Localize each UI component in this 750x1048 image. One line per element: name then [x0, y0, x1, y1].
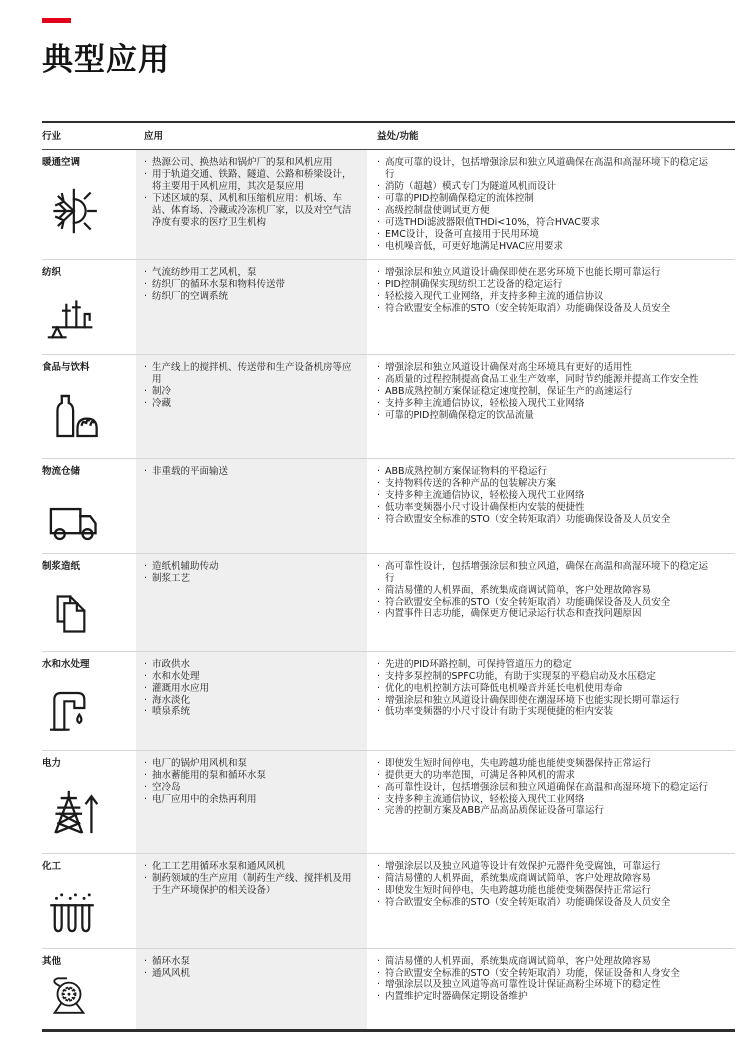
bullet-item: · 支持多种主流通信协议，轻松接入现代工业网络	[377, 793, 585, 805]
bullet-item: · 高度可靠的设计，包括增强涂层和独立风道确保在高温和高湿环境下的稳定运行	[377, 156, 709, 180]
bullet-item: · 支持多泵控制的SPFC功能，有助于实现泵的平稳启动及水压稳定	[377, 670, 656, 682]
food-beverage-icon	[46, 389, 132, 447]
applications-cell	[136, 459, 367, 553]
bullet-item: · 电机噪音低，可更好地满足HVAC应用要求	[377, 240, 564, 252]
industry-label: 制浆造纸	[42, 560, 81, 572]
industry-label: 物流仓储	[42, 465, 81, 477]
bullet-item: · 增强涂层以及独立风道等高可靠性设计保证高粉尘环境下的稳定性	[377, 979, 661, 991]
bullet-item: · ABB成熟控制方案保证物料的平稳运行	[377, 465, 548, 477]
bullet-item: · 即使发生短时间停电，失电跨越功能也能使变频器保持正常运行	[377, 884, 652, 896]
bullet-item: · 通风风机	[144, 967, 191, 979]
bullet-item: · 非重载的平面输送	[144, 465, 229, 477]
bullet-item: · 符合欧盟安全标准的STO（安全转矩取消）功能确保设备及人员安全	[377, 596, 671, 608]
industry-label: 化工	[42, 860, 62, 872]
header-applications: 应用	[144, 131, 164, 142]
header-industry: 行业	[42, 131, 62, 142]
benefits-cell	[367, 854, 735, 948]
bullet-item: · 热源公司、换热站和锅炉厂的泵和风机应用	[144, 156, 333, 168]
bullet-item: · 增强涂层以及独立风道等设计有效保护元器件免受腐蚀，可靠运行	[377, 860, 661, 872]
applications-cell	[136, 150, 367, 259]
benefits-cell	[367, 949, 735, 1030]
bullet-item: · 高可靠性设计，包括增强涂层和独立风道确保在高温和高湿环境下的稳定运行	[377, 781, 709, 793]
bullet-item: · 海水淡化	[144, 694, 191, 706]
bullet-item: · 支持物料传送的各种产品的包装解决方案	[377, 477, 557, 489]
fan-blower-icon	[46, 974, 132, 1024]
bullet-item: · 高级控制盘使调试更方便	[377, 204, 490, 216]
power-tower-icon	[46, 785, 132, 843]
truck-icon	[46, 493, 132, 547]
bullet-item: · 支持多种主流通信协议，轻松接入现代工业网络	[377, 489, 585, 501]
heating-cooling-icon	[46, 184, 132, 242]
bullet-item: · 增强涂层和独立风道设计确保对高尘环境具有更好的适用性	[377, 361, 633, 373]
bullet-item: · 简洁易懂的人机界面，系统集成商调试简单，客户处理故障容易	[377, 584, 652, 596]
table-row	[42, 553, 735, 651]
applications-cell	[136, 554, 367, 651]
benefits-cell	[367, 652, 735, 750]
applications-cell	[136, 652, 367, 750]
bullet-item: · 符合欧盟安全标准的STO（安全转矩取消）功能确保设备及人员安全	[377, 896, 671, 908]
bullet-item: · 即使发生短时间停电，失电跨越功能也能使变频器保持正常运行	[377, 757, 652, 769]
bullet-item: · 简洁易懂的人机界面，系统集成商调试简单，客户处理故障容易	[377, 955, 652, 967]
bullet-item: · PID控制确保实现纺织工艺设备的稳定运行	[377, 278, 563, 290]
applications-table	[42, 121, 735, 1032]
bullet-item: · 化工工艺用循环水泵和通风风机	[144, 860, 286, 872]
bullet-item: · 符合欧盟安全标准的STO（安全转矩取消）功能，保证设备和人身安全	[377, 967, 680, 979]
bullet-item: · 优化的电机控制方法可降低电机噪音并延长电机使用寿命	[377, 682, 623, 694]
bullet-item: · 空冷岛	[144, 781, 181, 793]
textile-machine-icon	[46, 294, 132, 348]
water-tap-icon	[46, 686, 132, 744]
bullet-item: · 纺织厂的空调系统	[144, 290, 229, 302]
bullet-item: · 生产线上的搅拌机、传送带和生产设备机房等应用	[144, 361, 352, 385]
table-row	[42, 948, 735, 1030]
industry-label: 食品与饮料	[42, 361, 90, 373]
bullet-item: · 市政供水	[144, 658, 191, 670]
bullet-item: · 先进的PID环路控制，可保持管道压力的稳定	[377, 658, 572, 670]
table-row	[42, 354, 735, 458]
table-row	[42, 150, 735, 259]
bullet-item: · 冷藏	[144, 397, 172, 409]
bullet-item: · 增强涂层和独立风道设计确保即使在潮湿环境下也能实现长期可靠运行	[377, 694, 680, 706]
bullet-item: · 增强涂层和独立风道设计确保即使在恶劣环境下也能长期可靠运行	[377, 266, 661, 278]
industry-label: 水和水处理	[42, 658, 90, 670]
bullet-item: · 制浆工艺	[144, 572, 191, 584]
industry-label: 纺织	[42, 266, 62, 278]
paper-sheets-icon	[46, 588, 132, 644]
applications-cell	[136, 854, 367, 948]
benefits-cell	[367, 150, 735, 259]
bullet-item: · 内置事件日志功能，确保更方便记录运行状态和查找问题原因	[377, 608, 642, 620]
bullet-item: · 气流纺纱用工艺风机，泵	[144, 266, 257, 278]
bullet-item: · 低功率变频器的小尺寸设计有助于实现便捷的柜内安装	[377, 706, 614, 718]
bullet-item: · 符合欧盟安全标准的STO（安全转矩取消）功能确保设备及人员安全	[377, 513, 671, 525]
table-row	[42, 458, 735, 553]
bullet-item: · 造纸机辅助传动	[144, 560, 219, 572]
table-header	[42, 123, 735, 150]
bullet-item: · 电厂应用中的余热再利用	[144, 793, 257, 805]
bullet-item: · 可选THDi滤波器限值THDi<10%，符合HVAC要求	[377, 216, 600, 228]
table-row	[42, 259, 735, 354]
industry-label: 电力	[42, 757, 62, 769]
bullet-item: · 完善的控制方案及ABB产品高品质保证设备可靠运行	[377, 805, 605, 817]
bullet-item: · 电厂的锅炉用风机和泵	[144, 757, 248, 769]
applications-cell	[136, 949, 367, 1030]
bullet-item: · 支持多种主流通信协议，轻松接入现代工业网络	[377, 397, 585, 409]
bullet-item: · 提供更大的功率范围，可满足各种风机的需求	[377, 769, 576, 781]
bullet-item: · 纺织厂的循环水泵和物料传送带	[144, 278, 286, 290]
bullet-item: · 高质量的过程控制提高食品工业生产效率，同时节约能源并提高工作安全性	[377, 373, 699, 385]
bullet-item: · 简洁易懂的人机界面，系统集成商调试简单，客户处理故障容易	[377, 872, 652, 884]
benefits-cell	[367, 554, 735, 651]
applications-cell	[136, 751, 367, 853]
bullet-item: · 循环水泵	[144, 955, 191, 967]
test-tubes-icon	[46, 888, 132, 942]
bullet-item: · ABB成熟控制方案保证稳定速度控制，保证生产的高速运行	[377, 385, 633, 397]
bullet-item: · 内置维护定时器确保定期设备维护	[377, 991, 528, 1003]
bullet-item: · 高可靠性设计，包括增强涂层和独立风道，确保在高温和高湿环境下的稳定运行	[377, 560, 709, 584]
bullet-item: · 可靠的PID控制确保稳定的饮品流量	[377, 409, 534, 421]
accent-bar	[42, 18, 71, 23]
bullet-item: · 符合欧盟安全标准的STO（安全转矩取消）功能确保设备及人员安全	[377, 302, 671, 314]
benefits-cell	[367, 459, 735, 553]
applications-cell	[136, 260, 367, 354]
header-benefits: 益处/功能	[377, 131, 419, 142]
table-row	[42, 750, 735, 853]
bullet-item: · 下述区域的泵、风机和压缩机应用：机场、车站、体育场、冷藏或冷冻机厂家，以及对空气洁净度有要求的医疗卫生机构	[144, 192, 352, 228]
industry-label: 暖通空调	[42, 156, 81, 168]
bullet-item: · 灌溉用水应用	[144, 682, 210, 694]
benefits-cell	[367, 260, 735, 354]
bullet-item: · 抽水蓄能用的泵和循环水泵	[144, 769, 267, 781]
bullet-item: · 消防（超越）模式专门为隧道风机而设计	[377, 180, 557, 192]
bullet-item: · 水和水处理	[144, 670, 200, 682]
bullet-item: · 喷泉系统	[144, 706, 191, 718]
bullet-item: · 低功率变频器小尺寸设计确保柜内安装的便捷性	[377, 501, 585, 513]
bullet-item: · EMC设计，设备可直接用于民用环境	[377, 228, 539, 240]
benefits-cell	[367, 751, 735, 853]
bullet-item: · 轻松接入现代工业网络，并支持多种主流的通信协议	[377, 290, 604, 302]
bullet-item: · 可靠的PID控制确保稳定的流体控制	[377, 192, 534, 204]
table-row	[42, 853, 735, 948]
page-title: 典型应用	[42, 42, 170, 78]
benefits-cell	[367, 355, 735, 458]
bullet-item: · 制冷	[144, 385, 172, 397]
industry-label: 其他	[42, 955, 62, 967]
applications-cell	[136, 355, 367, 458]
bullet-item: · 制药领域的生产应用（制药生产线、搅拌机及用于生产环境保护的相关设备）	[144, 872, 352, 896]
bullet-item: · 用于轨道交通、铁路、隧道、公路和桥梁设计，将主要用于风机应用，其次是泵应用	[144, 168, 352, 192]
table-row	[42, 651, 735, 750]
